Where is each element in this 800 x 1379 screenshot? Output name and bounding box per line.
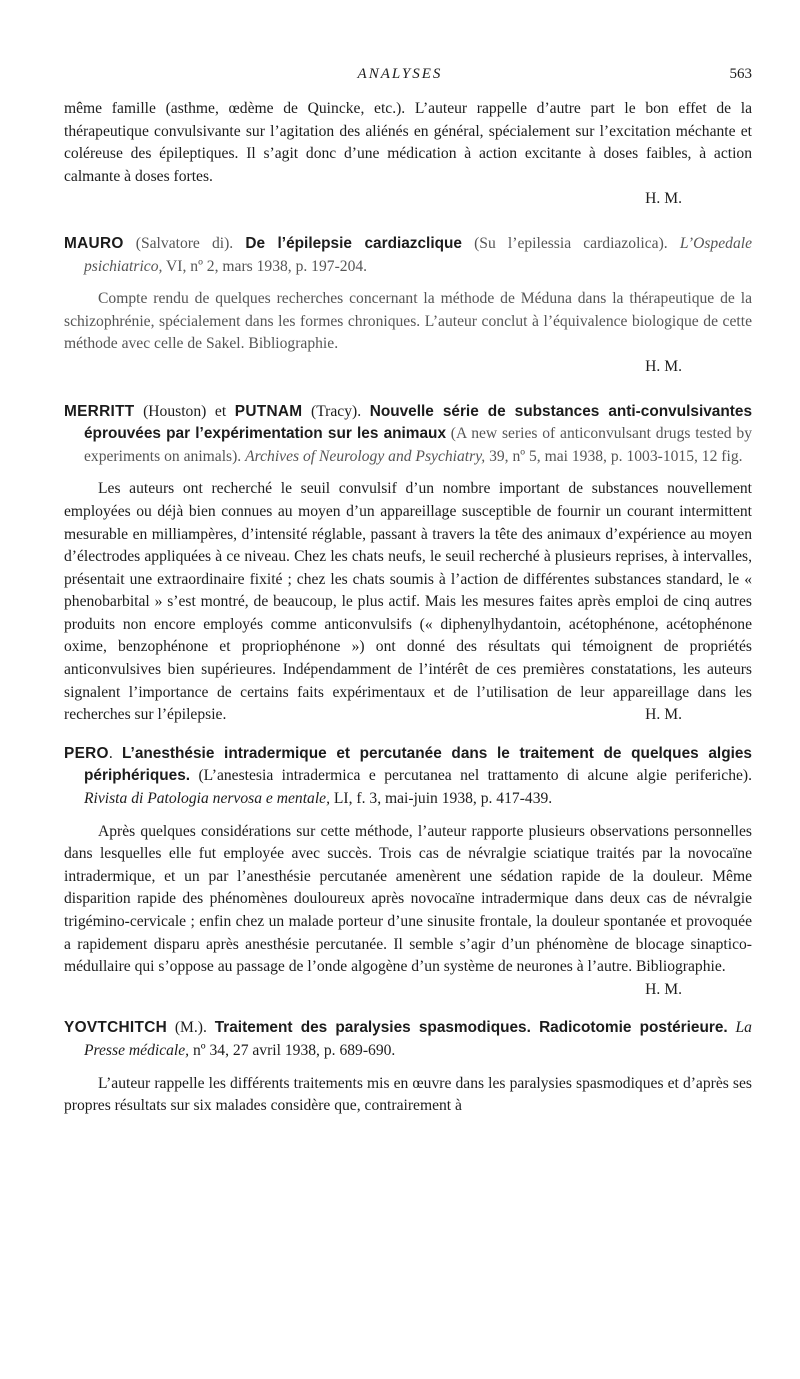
entry-body: Compte rendu de quelques recherches concernant la méthode de Méduna dans la thérapeutique de la schizophrénie, spécialement dans les formes chroniques. L’auteur conclut à l’équivalence biologique de cette méthode avec celle de Sakel. Bibliographie. (64, 290, 752, 353)
entry-merritt-putnam (64, 401, 752, 727)
entry-title: L’anesthésie intradermique et percutanée dans le traitement de quelques algies périphériques. (84, 744, 752, 785)
entry-body-text: Après quelques considérations sur cette méthode, l’auteur rapporte plusieurs observations personnelles dans lesquelles elle fut employée avec succès. Trois cas de névralgie sciatique traités par la novocaïne intradermique, et un par l’anesthésie percutanée amenèrent une sédation rapide de la douleur. Même disparition rapide des phénomènes douloureux après novocaïne intradermique dans deux cas de névralgie trigémino-cervicale ; enfin chez un malade porteur d’une sinusite frontale, la douleur spontanée et provoquée a rapidement disparu après anesthésie percutanée. Il semble s’agir d’un phénomène de blocage sinaptico-médullaire qui s’oppose au passage de l’onde algogène d’un système de neurones à l’autre. Bibliographie. (64, 822, 752, 976)
entry-heading (64, 233, 752, 278)
entry-author: YOVTCHITCH (64, 1019, 168, 1037)
entry-body: L’auteur rappelle les différents traitements mis en œuvre dans les paralysies spasmodiques et d’après ses propres résultats sur six malades considère que, contrairement à (64, 1074, 752, 1115)
entry-body-wrap (64, 821, 752, 1002)
entry-author: MERRITT (64, 402, 135, 420)
entry-author-2-detail: (Tracy). (302, 402, 370, 420)
entry-original-title: (L’anestesia intradermica e percutanea nel trattamento di alcune algie periferiche). (190, 767, 752, 785)
entry-citation: 39, nº 5, mai 1938, p. 1003-1015, 12 fig. (485, 447, 743, 465)
entry-pero (64, 743, 752, 1002)
entry-signature: H. M. (645, 357, 682, 375)
entry-original-title: (Su l’epilessia cardiazolica). (461, 234, 680, 252)
entry-author-detail: (Salvatore di). (123, 234, 246, 252)
entry-journal: Archives of Neurology and Psychiatry, (245, 447, 486, 465)
entry-body-wrap (64, 478, 752, 727)
entry-signature: H. M. (645, 706, 682, 724)
entry-journal: La Presse médicale, (84, 1019, 752, 1059)
entry-original-title (728, 1019, 736, 1036)
entry-title: De l’épilepsie cardiazclique (245, 234, 462, 252)
entry-mauro (64, 233, 752, 379)
entry-citation: nº 34, 27 avril 1938, p. 689-690. (189, 1041, 396, 1059)
entry-title: Nouvelle série de substances anti-convulsivantes éprouvées par l’expérimentation sur les animaux (84, 402, 753, 443)
entry-title: Traitement des paralysies spasmodiques. Radicotomie postérieure. (214, 1019, 728, 1037)
section-title: ANALYSES (357, 66, 443, 82)
page-number: 563 (729, 66, 752, 82)
entry-body (64, 478, 752, 727)
entry-yovtchitch (64, 1017, 752, 1117)
entry-citation: LI, f. 3, mai-juin 1938, p. 417-439. (330, 790, 553, 808)
entry-heading (64, 743, 752, 811)
entry-journal: Rivista di Patologia nervosa e mentale, (84, 790, 330, 808)
entry-author-detail: . (108, 744, 122, 762)
entry-heading (64, 1017, 752, 1062)
entry-author-2: PUTNAM (234, 402, 303, 420)
entry-body (64, 821, 752, 998)
continued-entry (64, 98, 752, 211)
entry-author: MAURO (64, 234, 124, 252)
entry-body-text: Les auteurs ont recherché le seuil convulsif d’un nombre important de substances nouvellement employées ou déjà bien connues au moyen d’un appareillage susceptible de fournir un courant intermittent mesurable en milliampères, d’intensité réglable, passant à travers la tête des animaux d’expérience au moyen d’électrodes appliquées à ce niveau. Chez les chats neufs, le seuil recherché à plusieurs reprises, à intervalles, présentait une extraordinaire fixité ; chez les chats soumis à l’action de différentes substances standard, le « phenobarbital » s’est montré, de beaucoup, le plus actif. Mais les mesures faites après emploi de cinq autres produits non encore employés comme anticonvulsifs (« diphenylhydantoin, acétophénone, acétophénone oxime, benzophénone et propriophénone ») ont donné des résultats qui témoignent de propriétés anticonvulsives bien supérieures. Indépendamment de l’intérêt de ces premières constatations, les auteurs signalent l’importance de certains faits expérimentaux et de l’utilisation de leur appareillage dans les recherches sur l’épilepsie. (64, 480, 752, 724)
entry-author-detail: (Houston) et (134, 402, 235, 420)
entry-signature: H. M. (645, 190, 682, 208)
entry-author: PERO (64, 744, 109, 762)
continued-paragraph: même famille (asthme, œdème de Quincke, etc.). L’auteur rappelle d’autre part le bon effet de la thérapeutique convulsivante sur l’agitation des aliénés en général, spécialement sur l’excitation méchante et coléreuse des épileptiques. Il s’agit donc d’une médication à action excitante à doses faibles, à action calmante à doses fortes. (64, 100, 752, 185)
entry-heading (64, 401, 752, 469)
entry-original-title: (A new series of anticonvulsant drugs tested by experiments on animals). (84, 425, 752, 465)
entry-citation: VI, nº 2, mars 1938, p. 197-204. (162, 257, 368, 275)
entry-author-detail: (M.). (167, 1019, 215, 1037)
entry-journal: L’Ospedale psichiatrico, (84, 234, 752, 275)
page-content (64, 98, 752, 1118)
entry-signature: H. M. (645, 980, 682, 998)
